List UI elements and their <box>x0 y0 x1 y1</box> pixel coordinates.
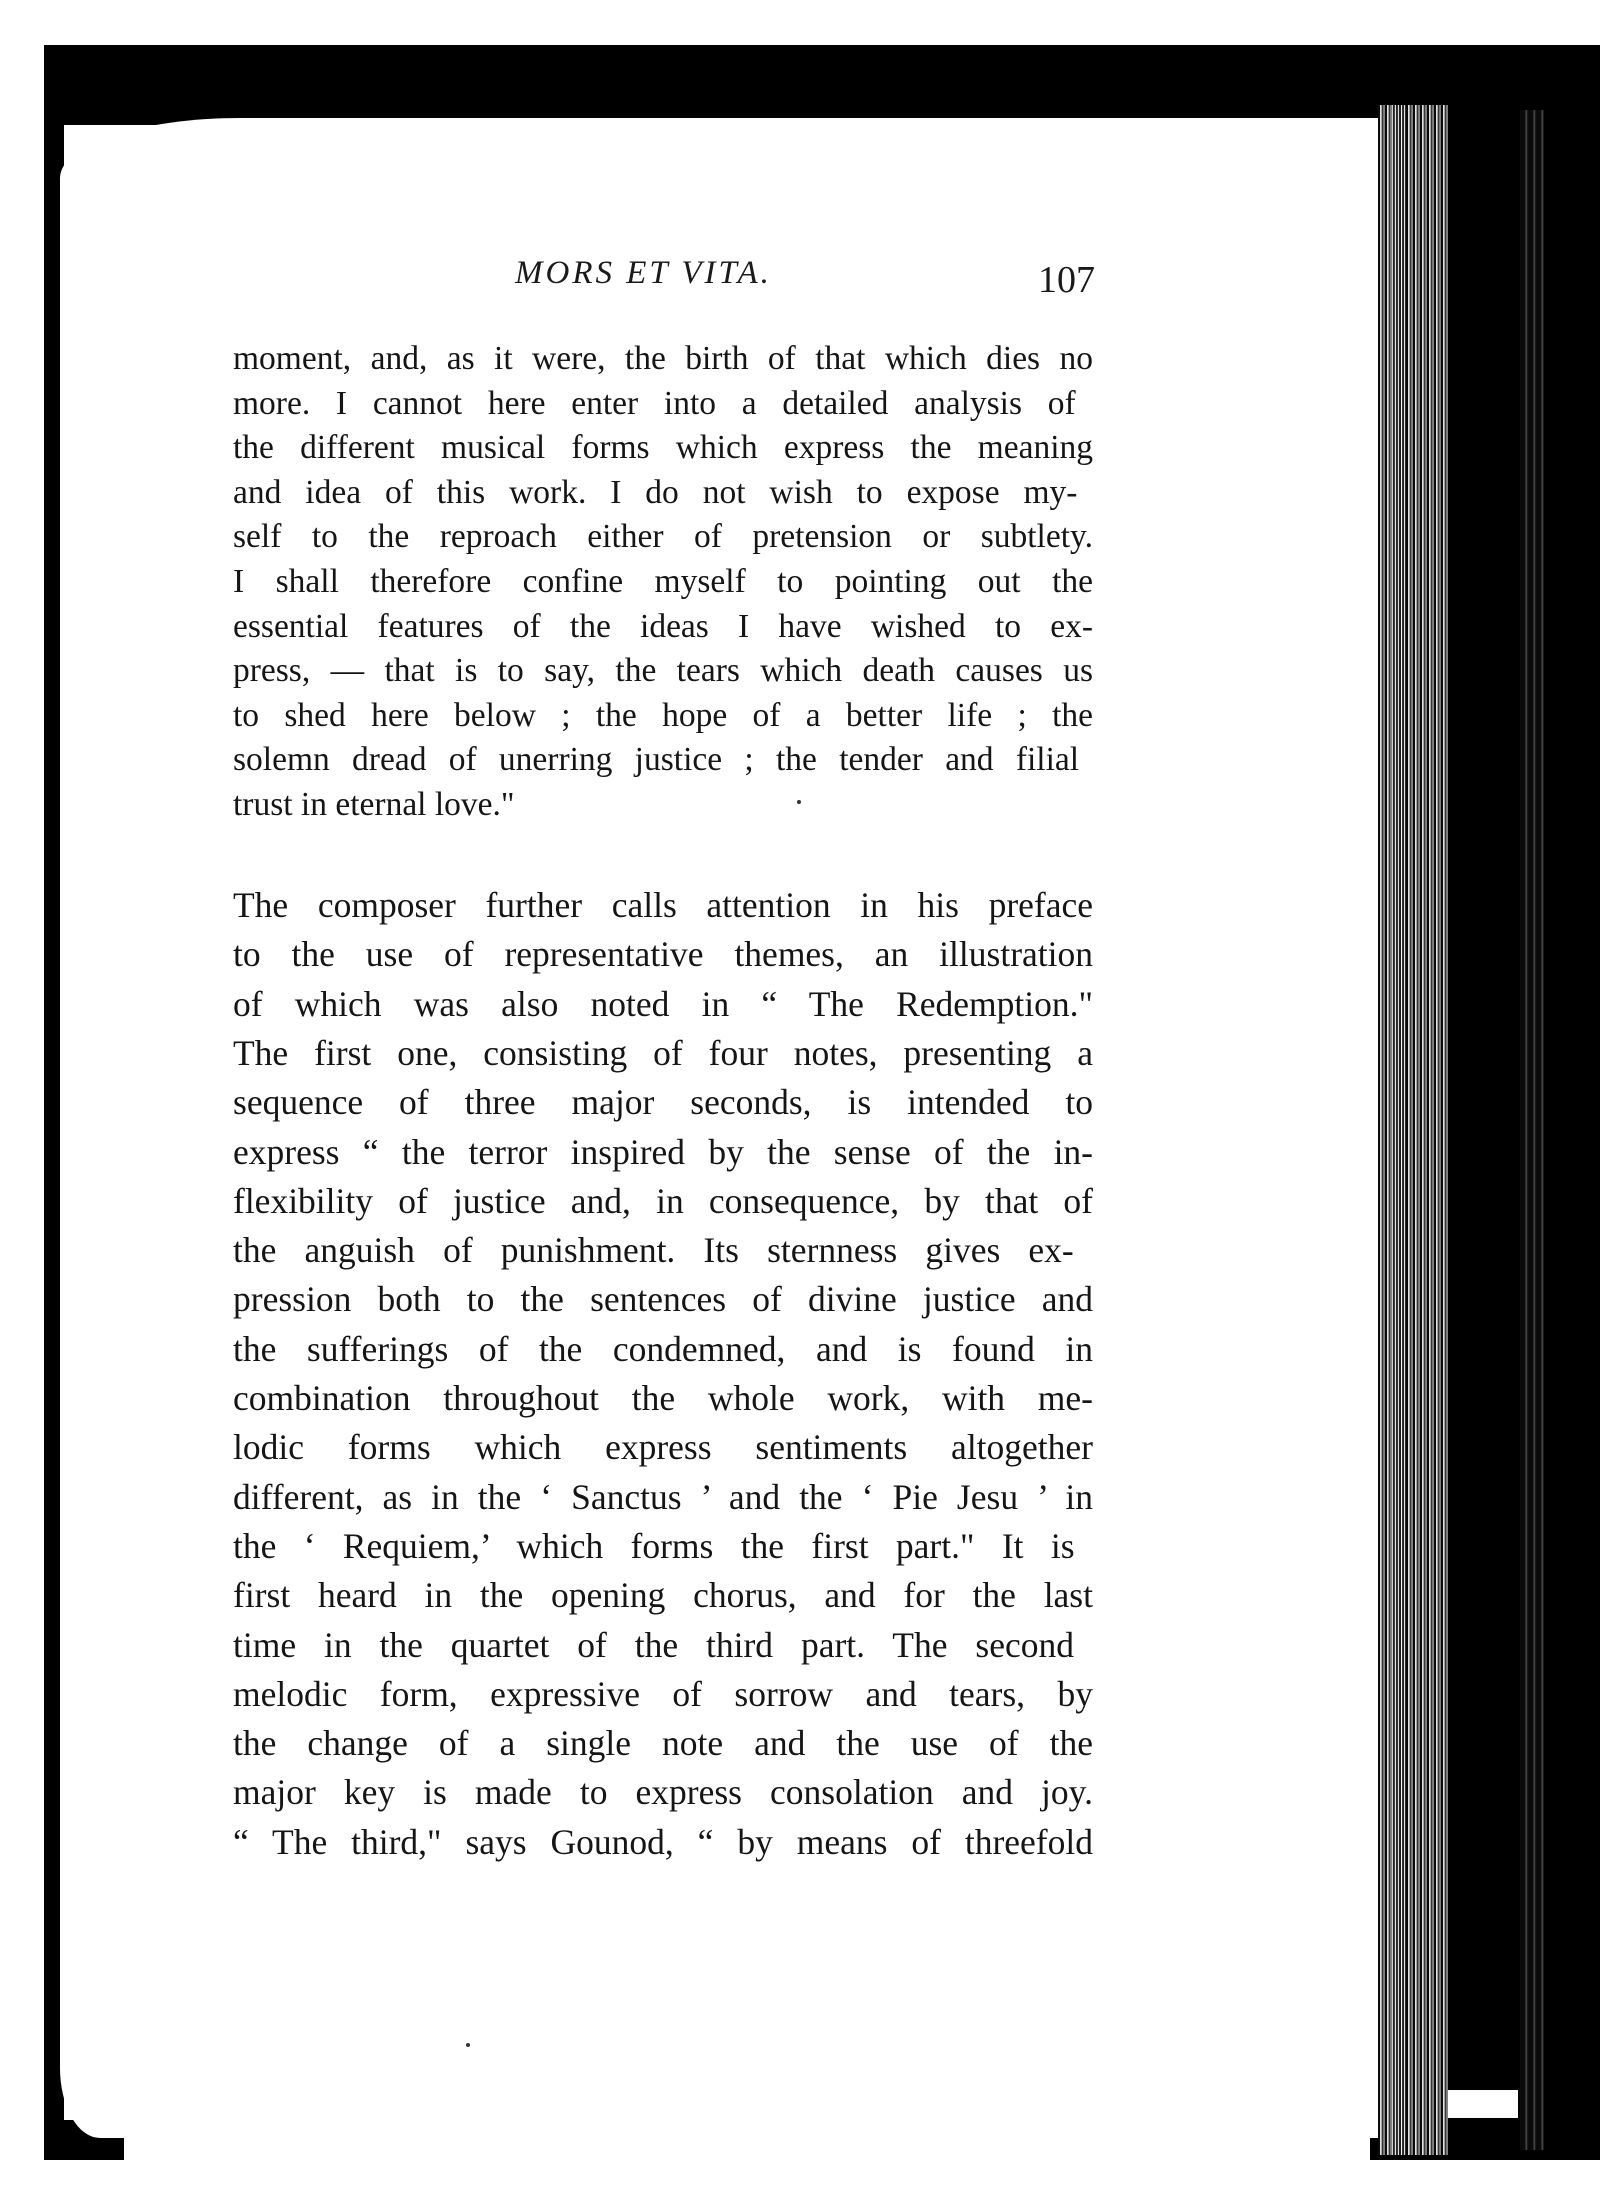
text-line: the anguish of punishment. Its sternness gives ex- <box>233 1230 1074 1271</box>
text-line: pression both to the sentences of divine justice and <box>233 1279 1093 1320</box>
text-line: sequence of three major seconds, is intended to <box>233 1082 1093 1123</box>
text-line: of which was also noted in “ The Redemption." <box>233 983 1093 1024</box>
text-line: melodic form, expressive of sorrow and tears, by <box>233 1673 1093 1714</box>
text-line: The composer further calls attention in his preface <box>233 885 1093 925</box>
text-line: “ The third," says Gounod, “ by means of threefold <box>233 1821 1093 1862</box>
print-speck <box>797 800 801 804</box>
text-line: the ‘ Requiem,’ which forms the first part." It is <box>233 1525 1075 1566</box>
text-line: first heard in the opening chorus, and for the last <box>233 1575 1093 1616</box>
page-stack-edges <box>1378 105 1448 2155</box>
text-line: and idea of this work. I do not wish to expose my- <box>233 473 1078 511</box>
text-line: to the use of representative themes, an illustration <box>233 934 1093 975</box>
text-line: press, — that is to say, the tears which death causes us <box>233 652 1093 690</box>
text-line: more. I cannot here enter into a detailed analysis of <box>233 384 1076 422</box>
text-line: I shall therefore confine myself to pointing out the <box>233 563 1093 600</box>
text-line: trust in eternal love." <box>233 786 515 823</box>
page-stack-fringe <box>1520 110 1544 2150</box>
text-line: express “ the terror inspired by the sense of the in- <box>233 1131 1093 1172</box>
text-line: the sufferings of the condemned, and is found in <box>233 1328 1093 1369</box>
text-line: self to the reproach either of pretension or subtlety. <box>233 518 1093 556</box>
print-speck <box>466 2043 470 2047</box>
running-title: MORS ET VITA. <box>515 255 772 291</box>
text-line: time in the quartet of the third part. The second <box>233 1624 1074 1665</box>
text-line: to shed here below ; the hope of a better life ; the <box>233 696 1093 734</box>
page-edge-strip <box>1448 2090 1518 2118</box>
text-line: the change of a single note and the use of the <box>233 1723 1093 1764</box>
text-line: flexibility of justice and, in consequence, by that of <box>233 1180 1093 1221</box>
page-number: 107 <box>1038 259 1095 301</box>
text-line: moment, and, as it were, the birth of that which dies no <box>233 340 1093 377</box>
page-stack-highlight <box>1392 105 1406 2155</box>
text-line: major key is made to express consolation and joy. <box>233 1772 1093 1813</box>
scan-border-top <box>44 45 1600 125</box>
text-line: the different musical forms which express the meaning <box>233 429 1093 467</box>
text-line: different, as in the ‘ Sanctus ’ and the ‘ Pie Jesu ’ in <box>233 1476 1093 1517</box>
text-line: solemn dread of unerring justice ; the tender and filial <box>233 741 1080 779</box>
text-line: essential features of the ideas I have wished to ex- <box>233 607 1093 645</box>
text-line: The first one, consisting of four notes, presenting a <box>233 1032 1093 1073</box>
text-line: combination throughout the whole work, with me- <box>233 1378 1093 1418</box>
text-line: lodic forms which express sentiments altogether <box>233 1427 1093 1468</box>
